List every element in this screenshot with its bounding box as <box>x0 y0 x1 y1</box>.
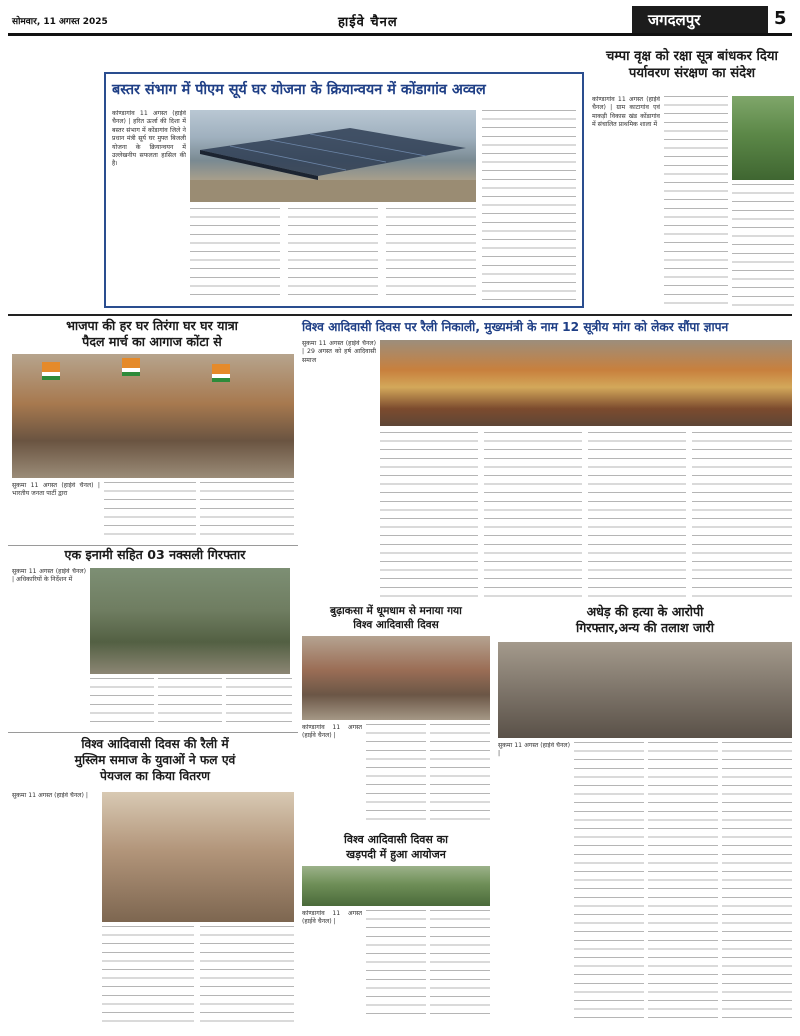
photo-tree-ceremony <box>732 96 794 180</box>
story1-col2 <box>190 208 280 300</box>
headline-naxals-arrested: एक इनामी सहित 03 नक्सली गिरफ्तार <box>64 547 246 562</box>
photo-arrested-naxals <box>90 568 290 674</box>
story8-col3 <box>200 926 294 1022</box>
story7-col4 <box>722 742 792 1022</box>
paper-name: हाईवे चैनल <box>338 15 398 30</box>
masthead <box>8 6 792 36</box>
story5-col3 <box>158 678 222 728</box>
divider-left <box>8 545 298 546</box>
headline-har-ghar-tiranga: भाजपा की हर घर तिरंगा घर घर यात्रा पैदल मार्च का आगाज कोंटा से <box>66 318 238 349</box>
flag-march-illustration <box>12 354 294 478</box>
story6-col2 <box>366 724 426 824</box>
story9-col1: कोण्डागांव 11 अगस्त (हाईवे चैनल) | <box>302 910 362 926</box>
photo-murder-accused <box>498 642 792 738</box>
story9-col2 <box>366 910 426 1022</box>
photo-tiranga-yatra <box>12 354 294 478</box>
story4-col3 <box>484 432 582 598</box>
story5-col4 <box>226 678 292 728</box>
story3-col3 <box>200 482 294 542</box>
story1-col4 <box>386 208 476 300</box>
story3-col2 <box>104 482 196 542</box>
story2-col2 <box>664 96 728 310</box>
story1-col5 <box>482 110 576 300</box>
story8-col1: सुकमा 11 अगस्त (हाईवे चैनल) | <box>12 792 88 799</box>
photo-solar-panels <box>190 110 476 202</box>
page-number: 5 <box>774 8 787 29</box>
story6-col3 <box>430 724 490 824</box>
story6-col1: कोण्डागांव 11 अगस्त (हाईवे चैनल) | <box>302 724 362 740</box>
story4-col5 <box>692 432 792 598</box>
story1-col3 <box>288 208 378 300</box>
headline-champa-tree: चम्पा वृक्ष को रक्षा सूत्र बांधकर दिया पर्यावरण संरक्षण का संदेश <box>606 49 778 81</box>
solar-panel-illustration <box>190 110 476 202</box>
headline-pm-surya-ghar: बस्तर संभाग में पीएम सूर्य घर योजना के क्रियान्वयन में कोंडागांव अव्वल <box>112 82 486 98</box>
story5-col2 <box>90 678 154 728</box>
photo-adivasi-gathering <box>380 340 792 426</box>
divider-left-2 <box>8 732 298 733</box>
story4-col4 <box>588 432 686 598</box>
headline-adivasi-rally-memorandum: विश्व आदिवासी दिवस पर रैली निकाली, मुख्यमंत्री के नाम 12 सूत्रीय मांग को लेकर सौंपा ज्ञापन <box>302 320 729 334</box>
story7-col1: सुकमा 11 अगस्त (हाईवे चैनल) | <box>498 742 570 758</box>
headline-muslim-youth-fruit-water: विश्व आदिवासी दिवस की रैली में मुस्लिम समाज के युवाओं ने फल एवं पेयजल का किया वितरण <box>74 737 236 783</box>
section-divider <box>8 314 792 316</box>
headline-murder-accused-arrested: अधेड़ की हत्या के आरोपी गिरफ्तार,अन्य की तलाश जारी <box>576 604 714 635</box>
story1-col1: कोण्डागांव 11 अगस्त (हाईवे चैनल) | हरित ऊर्जा की दिशा में बस्तर संभाग में कोंडागांव जिले ने प्रधान मंत्री सूर्य घर मुफ्त बिजली योजना के क्रियान्वयन में उल्लेखनीय सफलता हासिल की है। <box>112 110 186 168</box>
issue-date: सोमवार, 11 अगस्त 2025 <box>12 17 108 27</box>
story4-col1: सुकमा 11 अगस्त (हाईवे चैनल) | 29 अगस्त को हर्ष आदिवासी समाज <box>302 340 376 364</box>
story7-col2 <box>574 742 644 1022</box>
story7-col3 <box>648 742 718 1022</box>
photo-fruit-water-distribution <box>102 792 294 922</box>
story9-col3 <box>430 910 490 1022</box>
story5-col1: सुकमा 11 अगस्त (हाईवे चैनल) | अधिकारियों के निर्देशन में <box>12 568 86 584</box>
photo-budhaksa-event <box>302 636 490 720</box>
photo-khadpadi-event <box>302 866 490 906</box>
story2-col1: कोण्डागांव 11 अगस्त (हाईवे चैनल) | ग्राम काटागांव एवं माकड़ी विकास खंड कोंडागांव में संचालित प्राथमिक शाला में <box>592 96 660 129</box>
headline-budhaksa-adivasi-day: बुढ़ाकसा में धूमधाम से मनाया गया विश्व आदिवासी दिवस <box>330 605 462 631</box>
story4-col2 <box>380 432 478 598</box>
headline-khadpadi-adivasi-day: विश्व आदिवासी दिवस का खड़पदी में हुआ आयोजन <box>344 833 448 861</box>
story2-col3 <box>732 184 794 310</box>
edition-city: जगदलपुर <box>648 11 701 29</box>
story8-col2 <box>102 926 194 1022</box>
story3-col1: सुकमा 11 अगस्त (हाईवे चैनल) | भारतीय जनता पार्टी द्वारा <box>12 482 100 498</box>
